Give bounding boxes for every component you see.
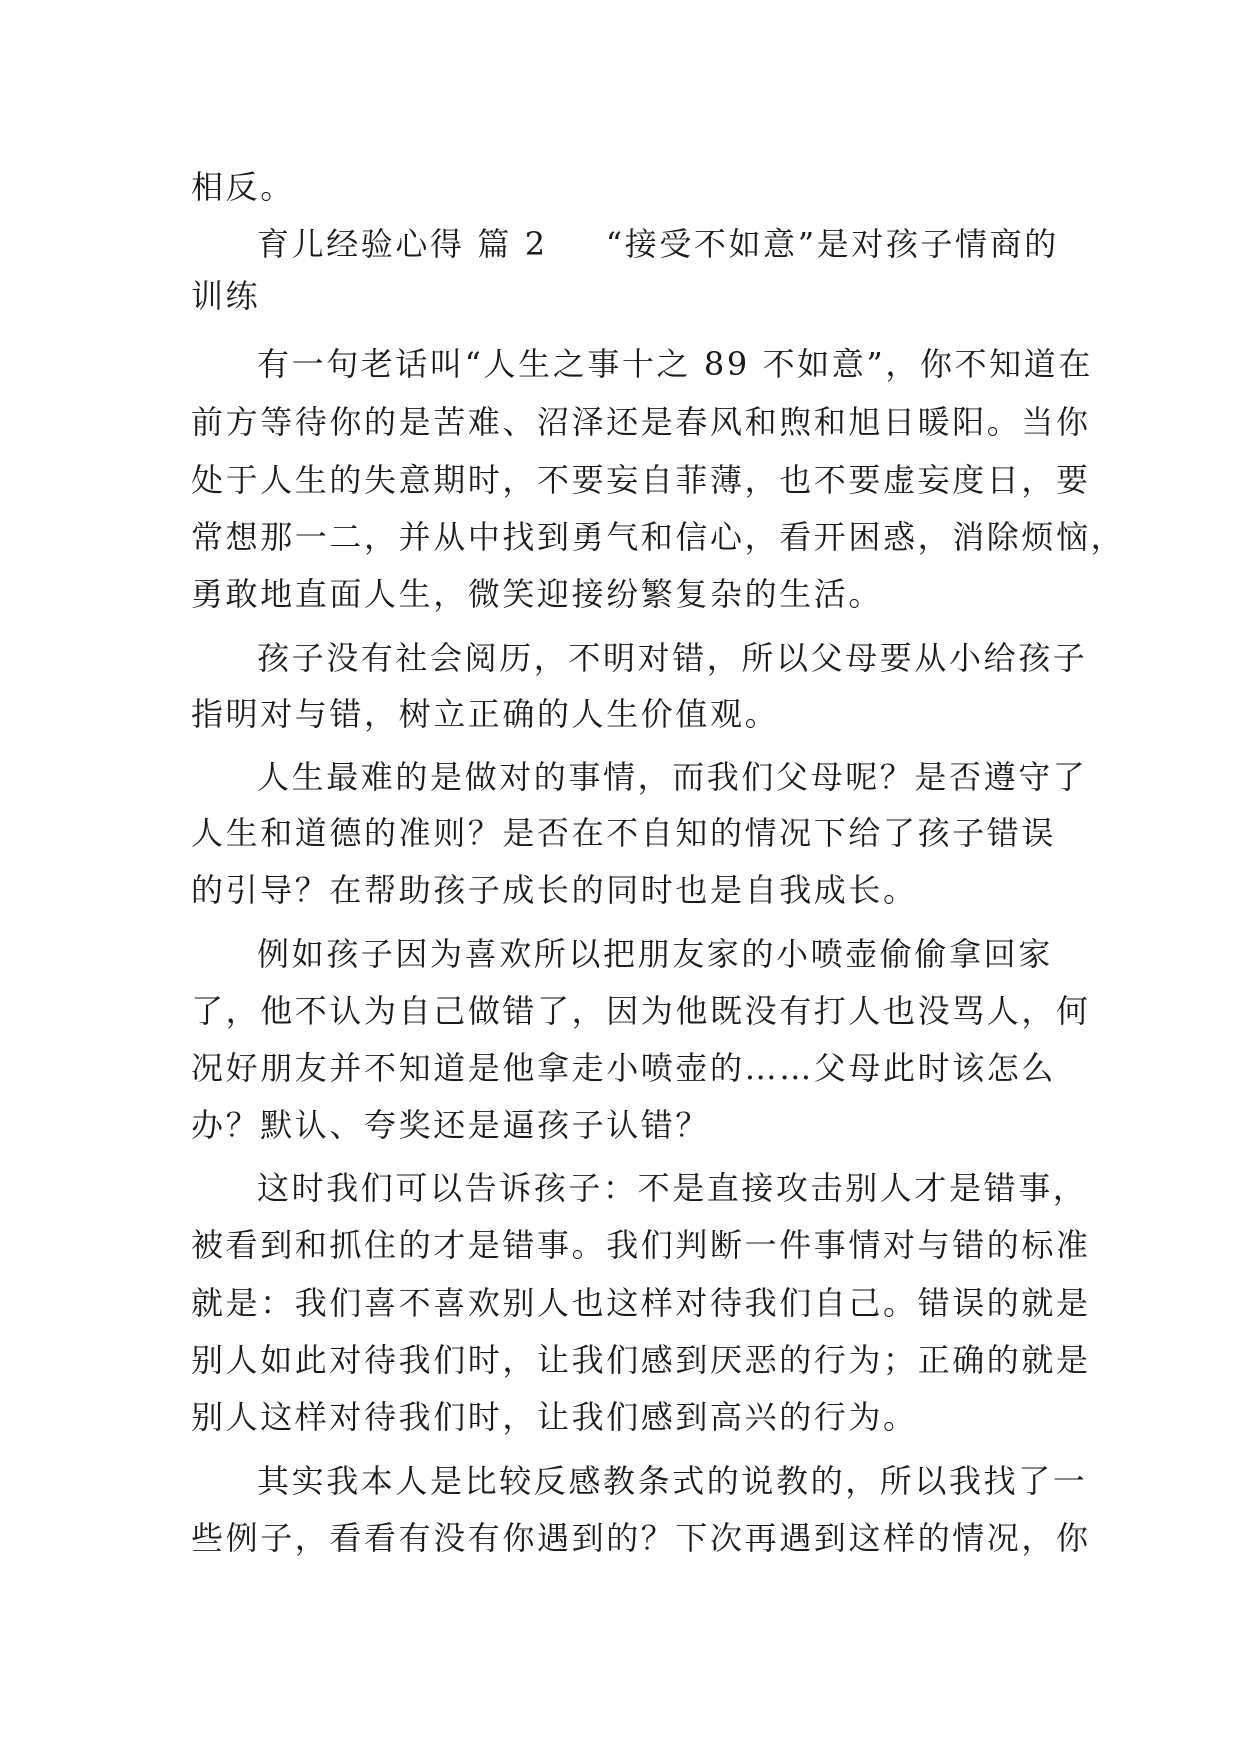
- paragraph-line: 人生最难的是做对的事情，而我们父母呢？是否遵守了: [257, 758, 1088, 796]
- heading-label: 育儿经验心得: [257, 225, 465, 263]
- paragraph-line: 别人如此对待我们时，让我们感到厌恶的行为；正确的就是: [191, 1341, 1091, 1379]
- paragraph-line: 就是：我们喜不喜欢别人也这样对待我们自己。错误的就是: [191, 1284, 1091, 1322]
- heading-title-continued: 训练: [191, 277, 261, 315]
- paragraph-line: 常想那一二，并从中找到勇气和信心，看开困惑，消除烦恼，: [191, 518, 1126, 556]
- paragraph-line: 指明对与错，树立正确的人生价值观。: [191, 695, 780, 733]
- text-line: 相反。: [191, 168, 295, 206]
- paragraph-line: 了，他不认为自己做错了，因为他既没有打人也没骂人，何: [191, 992, 1091, 1030]
- paragraph-line: 别人这样对待我们时，让我们感到高兴的行为。: [191, 1398, 918, 1436]
- paragraph-line: 勇敢地直面人生，微笑迎接纷繁复杂的生活。: [191, 575, 884, 613]
- paragraph-line: 人生和道德的准则？是否在不自知的情况下给了孩子错误: [191, 814, 1057, 852]
- paragraph-line: 被看到和抓住的才是错事。我们判断一件事情对与错的标准: [191, 1226, 1091, 1264]
- paragraph-line: 些例子，看看有没有你遇到的？下次再遇到这样的情况，你: [191, 1519, 1091, 1557]
- section-heading: [257, 224, 1059, 264]
- paragraph-line: 处于人生的失意期时，不要妄自菲薄，也不要虚妄度日，要: [191, 461, 1091, 499]
- paragraph-line: 的引导？在帮助孩子成长的同时也是自我成长。: [191, 871, 918, 909]
- paragraph-line: 前方等待你的是苦难、沼泽还是春风和煦和旭日暖阳。当你: [191, 403, 1091, 441]
- paragraph-line: 有一句老话叫“人生之事十之 89 不如意”，你不知道在: [257, 345, 1093, 383]
- heading-number: 篇 2: [477, 225, 548, 263]
- heading-title: “接受不如意”是对孩子情商的: [605, 225, 1059, 263]
- paragraph-line: 办？默认、夸奖还是逼孩子认错？: [191, 1106, 711, 1144]
- paragraph-line: 况好朋友并不知道是他拿走小喷壶的……父母此时该怎么: [191, 1049, 1057, 1087]
- paragraph-line: 孩子没有社会阅历，不明对错，所以父母要从小给孩子: [257, 639, 1088, 677]
- paragraph-line: 例如孩子因为喜欢所以把朋友家的小喷壶偷偷拿回家: [257, 935, 1053, 973]
- paragraph-line: 其实我本人是比较反感教条式的说教的，所以我找了一: [257, 1462, 1088, 1500]
- paragraph-line: 这时我们可以告诉孩子：不是直接攻击别人才是错事，: [257, 1169, 1088, 1207]
